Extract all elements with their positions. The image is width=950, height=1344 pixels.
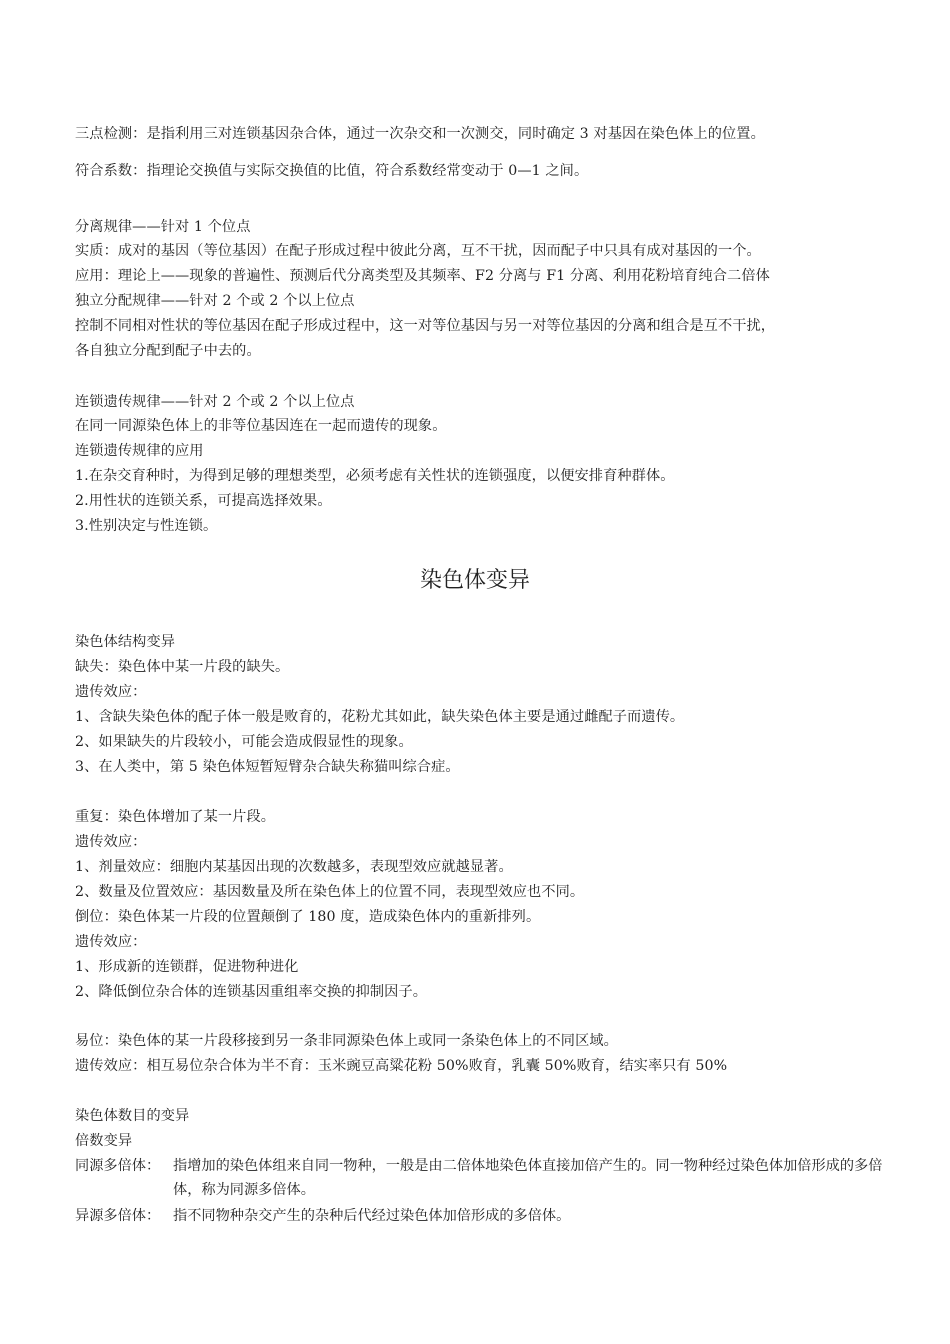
text-line: 倒位：染色体某一片段的位置颠倒了 180 度，造成染色体内的重新排列。 [75, 909, 541, 925]
text-line: 2、降低倒位杂合体的连锁基因重组率交换的抑制因子。 [75, 984, 428, 1000]
text-line: 易位：染色体的某一片段移接到另一条非同源染色体上或同一条染色体上的不同区域。 [75, 1033, 618, 1049]
term-label: 异源多倍体： [75, 1208, 161, 1224]
text-line: 重复：染色体增加了某一片段。 [75, 809, 276, 825]
section-heading: 染色体变异 [419, 568, 530, 593]
term-definition: 指不同物种杂交产生的杂种后代经过染色体加倍形成的多倍体。 [173, 1208, 571, 1224]
text-line: 遗传效应： [75, 934, 147, 950]
text-line: 遗传效应： [75, 834, 147, 850]
text-line: 遗传效应：相互易位杂合体为半不育：玉米豌豆高粱花粉 50%败育，乳囊 50%败育，结实率只有 50% [75, 1058, 728, 1074]
text-line: 染色体数目的变异 [75, 1108, 190, 1124]
text-line: 1.在杂交育种时，为得到足够的理想类型，必须考虑有关性状的连锁强度，以便安排育种群体。 [75, 468, 675, 484]
text-line: 分离规律——针对 1 个位点 [75, 219, 251, 235]
text-line: 染色体结构变异 [75, 634, 176, 650]
text-line: 倍数变异 [75, 1133, 133, 1149]
text-line: 1、含缺失染色体的配子体一般是败育的，花粉尤其如此，缺失染色体主要是通过雌配子而遗传。 [75, 709, 685, 725]
text-line: 在同一同源染色体上的非等位基因连在一起而遗传的现象。 [75, 418, 447, 434]
text-line: 各自独立分配到配子中去的。 [75, 343, 261, 359]
text-line: 1、形成新的连锁群，促进物种进化 [75, 959, 299, 975]
text-line: 2.用性状的连锁关系，可提高选择效果。 [75, 493, 332, 509]
text-line: 控制不同相对性状的等位基因在配子形成过程中，这一对等位基因与另一对等位基因的分离和组合是互不干扰， [75, 318, 776, 334]
text-line: 三点检测：是指利用三对连锁基因杂合体，通过一次杂交和一次测交，同时确定 3 对基因在染色体上的位置。 [75, 126, 765, 142]
text-line: 连锁遗传规律——针对 2 个或 2 个以上位点 [75, 394, 355, 410]
text-line: 遗传效应： [75, 684, 147, 700]
text-line: 应用：理论上——现象的普遍性、预测后代分离类型及其频率、F2 分离与 F1 分离、利用花粉培育纯合二倍体 [75, 268, 770, 284]
text-line: 2、数量及位置效应：基因数量及所在染色体上的位置不同，表现型效应也不同。 [75, 884, 585, 900]
text-line: 独立分配规律——针对 2 个或 2 个以上位点 [75, 293, 355, 309]
text-line: 连锁遗传规律的应用 [75, 443, 204, 459]
text-line: 实质：成对的基因（等位基因）在配子形成过程中彼此分离，互不干扰，因而配子中只具有成对基因的一个。 [75, 243, 761, 259]
term-label: 同源多倍体： [75, 1158, 161, 1174]
text-line: 2、如果缺失的片段较小，可能会造成假显性的现象。 [75, 734, 413, 750]
text-line: 3.性别决定与性连锁。 [75, 518, 218, 534]
text-line: 符合系数：指理论交换值与实际交换值的比值，符合系数经常变动于 0—1 之间。 [75, 163, 589, 179]
text-line: 1、剂量效应：细胞内某基因出现的次数越多，表现型效应就越显著。 [75, 859, 513, 875]
text-line: 缺失：染色体中某一片段的缺失。 [75, 659, 290, 675]
text-line: 3、在人类中，第 5 染色体短暂短臂杂合缺失称猫叫综合症。 [75, 759, 460, 775]
term-definition: 指增加的染色体组来自同一物种，一般是由二倍体地染色体直接加倍产生的。同一物种经过染色体加倍形成的多倍体，称为同源多倍体。 [173, 1158, 883, 1198]
